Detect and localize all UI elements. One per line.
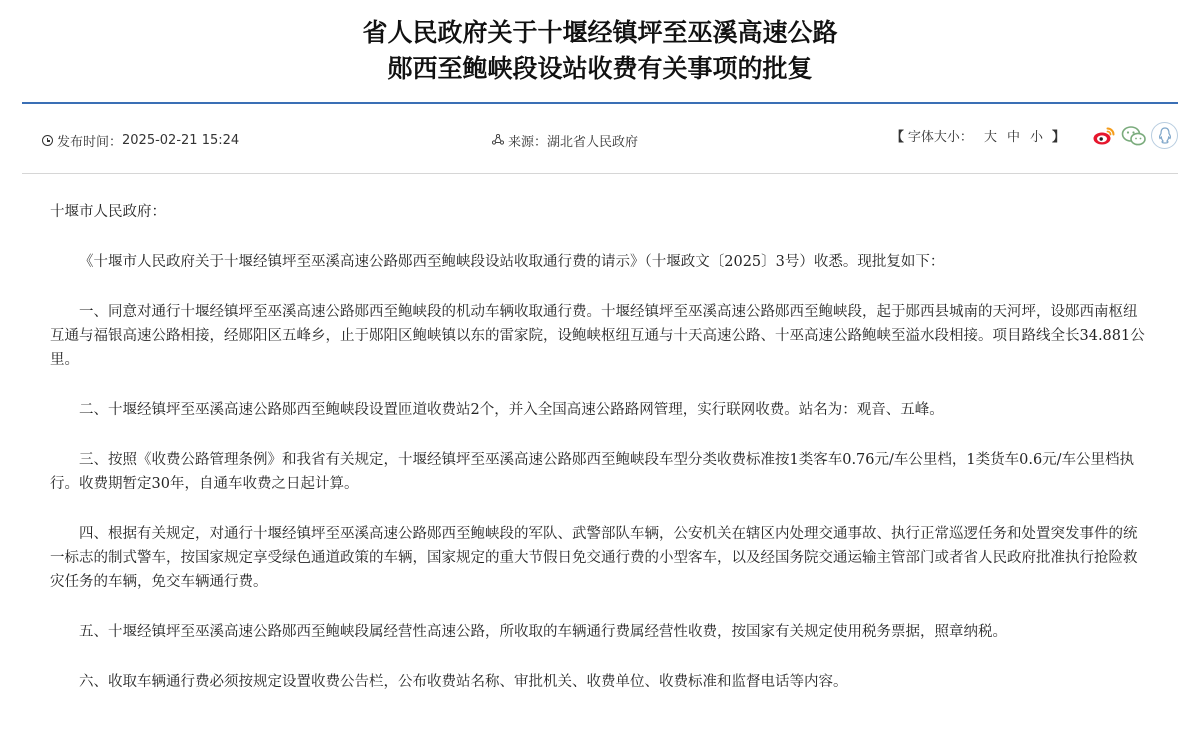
qq-icon[interactable]: [1151, 122, 1178, 149]
paragraph-item-3: 三、按照《收费公路管理条例》和我省有关规定，十堰经镇坪至巫溪高速公路郧西至鲍峡段车型分类收费标准按1类客车0.76元/车公里档，1类货车0.6元/车公里档执行。收费期暂定30年，自通车收费之日起计算。: [50, 452, 1135, 492]
paragraph-item-1: 一、同意对通行十堰经镇坪至巫溪高速公路郧西至鲍峡段的机动车辆收取通行费。十堰经镇坪至巫溪高速公路郧西至鲍峡段，起于郧西县城南的天河坪，设郧西南枢纽互通与福银高速公路相接，经郧阳区五峰乡，止于郧阳区鲍峡镇以东的雷家院，设鲍峡枢纽互通与十天高速公路、十巫高速公路鲍峡至溢水段相接。项目路线全长34.881公里。: [50, 304, 1145, 368]
paragraph-item-5: 五、十堰经镇坪至巫溪高速公路郧西至鲍峡段属经营性高速公路，所收取的车辆通行费属经营性收费，按国家有关规定使用税务票据，照章纳税。: [79, 624, 1007, 640]
title-line-1: 省人民政府关于十堰经镇坪至巫溪高速公路: [362, 18, 838, 47]
article-title: [0, 0, 1200, 87]
paragraph-request: 《十堰市人民政府关于十堰经镇坪至巫溪高速公路郧西至鲍峡段设站收取通行费的请示》（十堰政文〔2025〕3号）收悉。现批复如下：: [79, 254, 945, 270]
paragraph-item-2: 二、十堰经镇坪至巫溪高速公路郧西至鲍峡段设置匝道收费站2个，并入全国高速公路路网管理，实行联网收费。站名为：观音、五峰。: [79, 402, 944, 418]
article-meta-bar: [22, 120, 1178, 158]
font-size-large-button[interactable]: 大: [983, 130, 997, 145]
wechat-icon[interactable]: [1121, 123, 1147, 149]
publish-label: 发布时间：: [57, 135, 123, 150]
tools-group: [887, 122, 1178, 149]
source-label: 来源：: [508, 135, 548, 150]
weibo-icon[interactable]: [1091, 123, 1117, 149]
bracket-open: 【: [890, 130, 904, 145]
clock-icon: [42, 135, 53, 146]
publish-time: 2025-02-21 15:24: [122, 133, 240, 148]
paragraph-item-6: 六、收取车辆通行费必须按规定设置收费公告栏，公布收费站名称、审批机关、收费单位、收费标准和监督电话等内容。: [79, 674, 848, 690]
font-size-control: [887, 126, 1069, 145]
publish-info: [42, 131, 239, 150]
article-body: [50, 200, 1150, 720]
meta-divider: [22, 173, 1178, 174]
salutation: 十堰市人民政府：: [50, 204, 166, 220]
source-icon: [492, 134, 504, 148]
font-size-small-button[interactable]: 小: [1029, 130, 1043, 145]
header-divider: [22, 102, 1178, 104]
source-name: 湖北省人民政府: [547, 135, 639, 150]
font-size-label: 字体大小：: [907, 130, 973, 145]
paragraph-item-4: 四、根据有关规定，对通行十堰经镇坪至巫溪高速公路郧西至鲍峡段的军队、武警部队车辆，公安机关在辖区内处理交通事故、执行正常巡逻任务和处置突发事件的统一标志的制式警车，按国家规定享受绿色通道政策的车辆，国家规定的重大节假日免交通行费的小型客车，以及经国务院交通运输主管部门或者省人民政府批准执行抢险救灾任务的车辆，免交车辆通行费。: [50, 526, 1138, 590]
bracket-close: 】: [1051, 130, 1065, 145]
font-size-medium-button[interactable]: 中: [1006, 130, 1020, 145]
title-line-2: 郧西至鲍峡段设站收费有关事项的批复: [387, 54, 813, 83]
source-info: [492, 131, 638, 150]
